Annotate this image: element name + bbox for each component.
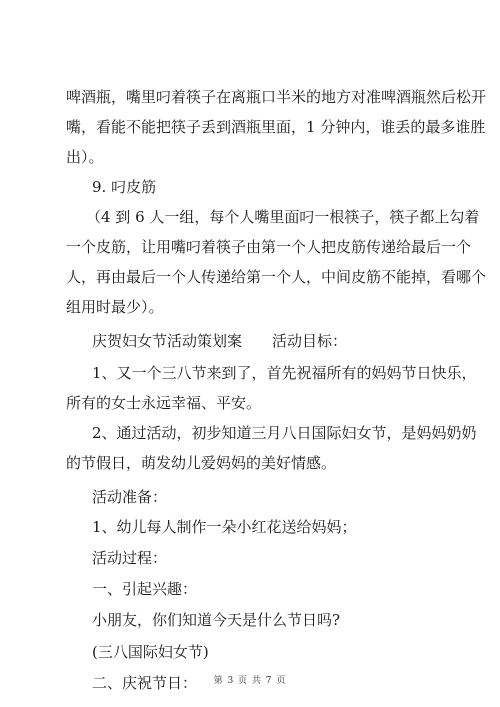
section-heading: 二、庆祝节日： [92, 674, 198, 692]
page-number-footer: 第 3 页 共 7 页 [213, 676, 287, 686]
paragraph-line: （4 到 6 人一组，每个人嘴里面叼一根筷子，筷子都上勾着 [86, 208, 480, 226]
paragraph-line: 人，再由最后一个人传递给第一个人，中间皮筋不能掉，看哪个 [66, 268, 487, 286]
section-heading: 一、引起兴趣： [92, 580, 198, 598]
section-heading: 9. 叼皮筋 [92, 178, 157, 196]
paragraph-line: 一个皮筋，让用嘴叼着筷子由第一个人把皮筋传递给最后一个 [66, 238, 472, 256]
paragraph-line: 的节假日，萌发幼儿爱妈妈的美好情感。 [66, 454, 337, 472]
section-heading: 活动过程： [92, 549, 168, 567]
paragraph-line: 嘴，看能不能把筷子丢到酒瓶里面，1 分钟内，谁丢的最多谁胜 [66, 118, 486, 136]
paragraph-line: (三八国际妇女节) [92, 643, 209, 661]
paragraph-line: 啤酒瓶，嘴里叼着筷子在离瓶口半米的地方对准啤酒瓶然后松开 [66, 88, 487, 106]
paragraph-line: 小朋友，你们知道今天是什么节日吗? [92, 611, 341, 629]
section-heading: 庆贺妇女节活动策划案 活动目标： [92, 332, 348, 350]
paragraph-line: 1、又一个三八节来到了，首先祝福所有的妈妈节日快乐， [92, 364, 477, 382]
paragraph-line: 1、幼儿每人制作一朵小红花送给妈妈； [92, 518, 357, 536]
paragraph-line: 所有的女士永远幸福、平安。 [66, 394, 262, 412]
paragraph-line: 2、通过活动，初步知道三月八日国际妇女节，是妈妈奶奶 [92, 424, 477, 442]
paragraph-line: 出）。 [66, 148, 104, 166]
section-heading: 活动准备： [92, 488, 168, 506]
paragraph-line: 组用时最少）。 [66, 298, 164, 316]
